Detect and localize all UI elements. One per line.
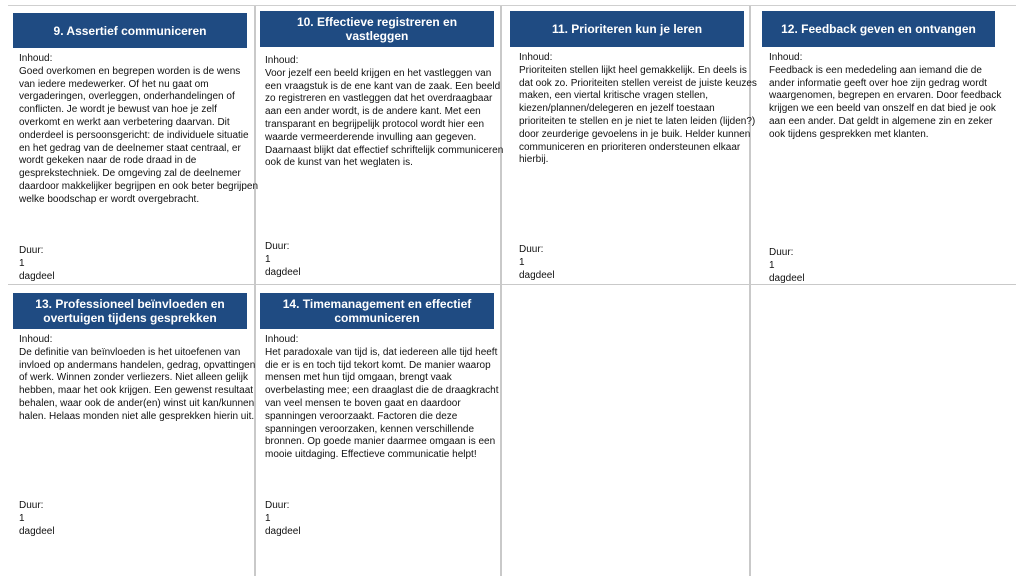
card-duration [265, 500, 301, 538]
content-label: Inhoud: [19, 53, 53, 64]
content-text: De definitie van beïnvloeden is het uitoefenen van invloed op andermans handelen, gedrag, opvattingen of werk. Winnen zonder verliezers. Niet alleen gelijk hebben, maar het ook krijgen. Een gewenst resultaat behalen, waar ook de ander(en) winst uit kan/kunnen halen. Helaas monden niet alle gesprekken hierin uit. [19, 346, 256, 422]
duration-label: Duur: [19, 500, 44, 511]
content-text: Het paradoxale van tijd is, dat iedereen alle tijd heeft die er is en toch tijd tekort komt. De manier waarop mensen met hun tijd omgaan, brengt vaak overbelasting mee; een draaglast die de draagkracht van veel mensen te boven gaat en daardoor spanningen veroorzaakt. Factoren die deze spanningen veroorzaken, kennen verschillende bronnen. Op goede manier daarmee omgaan is een mooie uitdaging. Effectieve communicatie helpt! [265, 346, 499, 461]
duration-label: Duur: [265, 241, 290, 252]
duration-label: Duur: [265, 500, 290, 511]
row-divider [8, 284, 1016, 285]
content-text: Voor jezelf een beeld krijgen en het vastleggen van een vraagstuk is de ene kant van de zaak. Een beeld zo registreren en vastleggen dat het overdraagbaar aan een ander wordt, is de andere kant. Met een transparant en begrijpelijk protocol wordt hier een waarde vermeerderende invulling aan gegeven. Daarnaast blijkt dat effectief schriftelijk communiceren ook de kunst van het weglaten is. [265, 67, 504, 169]
content-text: Prioriteiten stellen lijkt heel gemakkelijk. En deels is dat ook zo. Prioriteiten stellen vereist de juiste keuzes maken, een viertal kritische vragen stellen, kiezen/plannen/delegeren en jezelf toestaan prioriteiten te stellen en je niet te laten leiden (lijden?) door zeurderige gevoelens in je buik. Helder kunnen communiceren en prioriteren ondersteunen elkaar hierbij. [519, 64, 757, 166]
card-duration [265, 241, 301, 279]
card-duration [519, 244, 555, 282]
card-content [519, 52, 759, 167]
card-title: 9. Assertief communiceren [13, 13, 247, 48]
card-duration [19, 245, 55, 283]
content-text: Goed overkomen en begrepen worden is de wens van iedere medewerker. Of het nu gaat om vergaderingen, overleggen, onderhandelingen of conflicten. Je wordt je bewust van hoe je zelf overkomt en werkt aan verbetering daarvan. Dit onderdeel is persoonsgericht: de individuele situatie en het gedrag van de deelnemer staat centraal, er wordt gekeken naar de rode draad in de gesprekstechniek. De omgeving zal de deelnemer daardoor makkelijker begrijpen en ook beter begrijpen welke boodschap er wordt overgebracht. [19, 65, 259, 205]
content-label: Inhoud: [265, 55, 299, 66]
duration-value: 1 dagdeel [265, 512, 301, 537]
card-title: 13. Professioneel beïnvloeden en overtuigen tijdens gesprekken [13, 293, 247, 329]
content-label: Inhoud: [19, 334, 53, 345]
card-content [19, 334, 259, 424]
duration-label: Duur: [519, 244, 544, 255]
card-content [265, 55, 505, 170]
card-duration [769, 247, 805, 285]
content-label: Inhoud: [769, 52, 803, 63]
duration-value: 1 dagdeel [769, 259, 805, 284]
card-content [19, 53, 259, 207]
card-duration [19, 500, 55, 538]
content-text: Feedback is een mededeling aan iemand die de ander informatie geeft over hoe zijn gedrag wordt waargenomen, begrepen en ervaren. Door feedback krijgen we een beeld van onszelf en dat bied je ook aan een ander. Dat geldt in algemene zin en zeker ook tijdens gesprekken met klanten. [769, 64, 1002, 140]
card-title: 14. Timemanagement en effectief communiceren [260, 293, 494, 329]
card-title: 10. Effectieve registreren en vastleggen [260, 11, 494, 47]
card-title: 12. Feedback geven en ontvangen [762, 11, 995, 47]
duration-value: 1 dagdeel [265, 253, 301, 278]
card-title: 11. Prioriteren kun je leren [510, 11, 744, 47]
card-content [769, 52, 1009, 142]
duration-value: 1 dagdeel [519, 256, 555, 281]
duration-label: Duur: [19, 245, 44, 256]
content-label: Inhoud: [519, 52, 553, 63]
card-content [265, 334, 505, 462]
duration-value: 1 dagdeel [19, 512, 55, 537]
duration-label: Duur: [769, 247, 794, 258]
content-label: Inhoud: [265, 334, 299, 345]
top-rule [8, 5, 1016, 6]
duration-value: 1 dagdeel [19, 257, 55, 282]
